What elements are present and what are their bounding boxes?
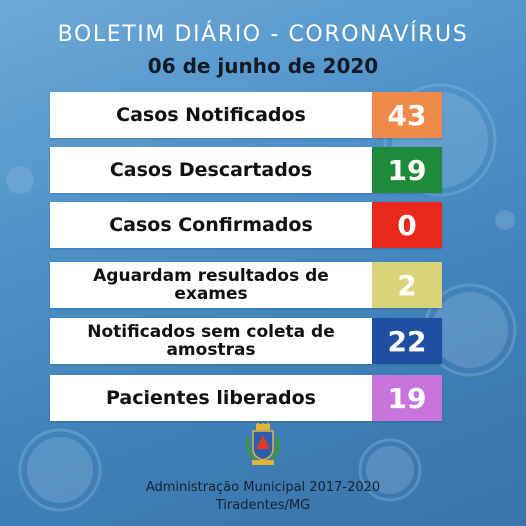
stat-value: 2 (372, 262, 442, 308)
stat-row-notified (50, 92, 442, 138)
stat-label: Casos Notificados (50, 92, 372, 138)
stat-value: 0 (372, 202, 442, 248)
stat-value: 19 (372, 147, 442, 193)
footer-administration: Administração Municipal 2017-2020 (145, 480, 381, 495)
stat-value: 19 (372, 375, 442, 421)
municipal-coat-of-arms-icon (246, 423, 280, 467)
stat-row-confirmed (50, 202, 442, 248)
stat-value: 43 (372, 92, 442, 138)
stat-label: Pacientes liberados (50, 375, 372, 421)
stat-label: Aguardam resultados de exames (50, 262, 372, 308)
stat-label: Notificados sem coleta de amostras (50, 318, 372, 364)
footer-city: Tiradentes/MG (215, 498, 311, 513)
bulletin-title: BOLETIM DIÁRIO - CORONAVÍRUS (57, 22, 469, 47)
stat-row-discarded (50, 147, 442, 193)
stat-label: Casos Confirmados (50, 202, 372, 248)
stat-row-awaiting-results (50, 262, 442, 308)
stat-row-released (50, 375, 442, 421)
stat-row-no-sample (50, 318, 442, 364)
bulletin-date: 06 de junho de 2020 (147, 54, 379, 78)
stat-label: Casos Descartados (50, 147, 372, 193)
stat-value: 22 (372, 318, 442, 364)
